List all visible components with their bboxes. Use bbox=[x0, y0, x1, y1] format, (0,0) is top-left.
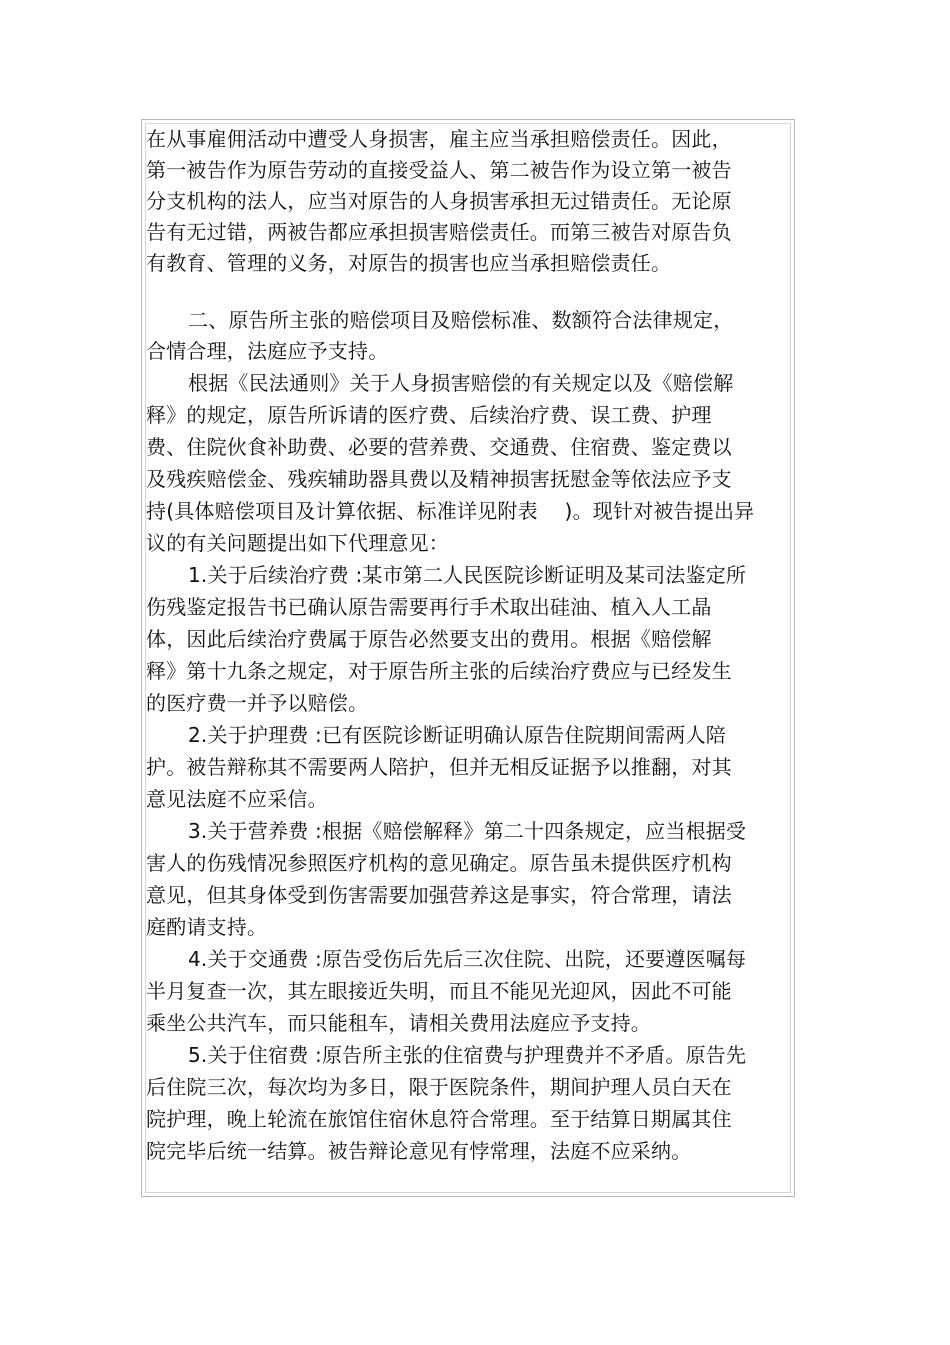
text-line-5: 有教育、管理的义务，对原告的损害也应当承担赔偿责任。 bbox=[146, 251, 672, 275]
text-line-17: 释》第十九条之规定，对于原告所主张的后续治疗费应与已经发生 bbox=[146, 659, 732, 683]
text-line-20: 护。被告辩称其不需要两人陪护，但并无相反证据予以推翻，对其 bbox=[146, 755, 732, 779]
text-line-26: 4.关于交通费 :原告受伤后先后三次住院、出院，还要遵医嘱每 bbox=[188, 947, 747, 971]
section-heading-line-2: 合情合理，法庭应予支持。 bbox=[146, 339, 389, 363]
section-heading-line-1: 二、原告所主张的赔偿项目及赔偿标准、数额符合法律规定， bbox=[188, 308, 734, 332]
text-line-28: 乘坐公共汽车，而只能租车，请相关费用法庭应予支持。 bbox=[146, 1011, 651, 1035]
text-line-24: 意见，但其身体受到伤害需要加强营养这是事实，符合常理，请法 bbox=[146, 883, 732, 907]
text-line-30: 后住院三次，每次均为多日，限于医院条件，期间护理人员白天在 bbox=[146, 1075, 732, 1099]
text-line-31: 院护理，晚上轮流在旅馆住宿休息符合常理。至于结算日期属其住 bbox=[146, 1107, 732, 1131]
text-line-16: 体，因此后续治疗费属于原告必然要支出的费用。根据《赔偿解 bbox=[146, 627, 712, 651]
text-line-8: 根据《民法通则》关于人身损害赔偿的有关规定以及《赔偿解 bbox=[188, 371, 734, 395]
text-line-3: 分支机构的法人，应当对原告的人身损害承担无过错责任。无论原 bbox=[146, 189, 732, 213]
text-line-4: 告有无过错，两被告都应承担损害赔偿责任。而第三被告对原告负 bbox=[146, 220, 732, 244]
text-line-22: 3.关于营养费 :根据《赔偿解释》第二十四条规定，应当根据受 bbox=[188, 819, 747, 843]
text-line-21: 意见法庭不应采信。 bbox=[146, 787, 328, 811]
text-line-15: 伤残鉴定报告书已确认原告需要再行手术取出硅油、植入人工晶 bbox=[146, 595, 712, 619]
text-line-18: 的医疗费一并予以赔偿。 bbox=[146, 691, 369, 715]
text-line-27: 半月复查一次，其左眼接近失明，而且不能见光迎风，因此不可能 bbox=[146, 979, 732, 1003]
text-line-2: 第一被告作为原告劳动的直接受益人、第二被告作为设立第一被告 bbox=[146, 158, 732, 182]
text-line-29: 5.关于住宿费 :原告所主张的住宿费与护理费并不矛盾。原告先 bbox=[188, 1043, 747, 1067]
text-line-10: 费、住院伙食补助费、必要的营养费、交通费、住宿费、鉴定费以 bbox=[146, 435, 732, 459]
text-line-9: 释》的规定，原告所诉请的医疗费、后续治疗费、误工费、护理 bbox=[146, 403, 712, 427]
text-line-13: 议的有关问题提出如下代理意见： bbox=[146, 531, 449, 555]
text-line-32: 院完毕后统一结算。被告辩论意见有悖常理，法庭不应采纳。 bbox=[146, 1139, 692, 1163]
text-line-12: 持(具体赔偿项目及计算依据、标准详见附表 )。现针对被告提出异 bbox=[146, 499, 755, 523]
document-body bbox=[146, 124, 786, 1167]
text-line-23: 害人的伤残情况参照医疗机构的意见确定。原告虽未提供医疗机构 bbox=[146, 851, 732, 875]
text-line-19: 2.关于护理费 :已有医院诊断证明确认原告住院期间需两人陪 bbox=[188, 723, 726, 747]
text-line-1: 在从事雇佣活动中遭受人身损害，雇主应当承担赔偿责任。因此， bbox=[146, 127, 732, 151]
text-line-14: 1.关于后续治疗费 :某市第二人民医院诊断证明及某司法鉴定所 bbox=[188, 563, 747, 587]
text-line-11: 及残疾赔偿金、残疾辅助器具费以及精神损害抚慰金等依法应予支 bbox=[146, 467, 732, 491]
paragraph-gap bbox=[146, 279, 786, 305]
text-line-25: 庭酌请支持。 bbox=[146, 915, 268, 939]
